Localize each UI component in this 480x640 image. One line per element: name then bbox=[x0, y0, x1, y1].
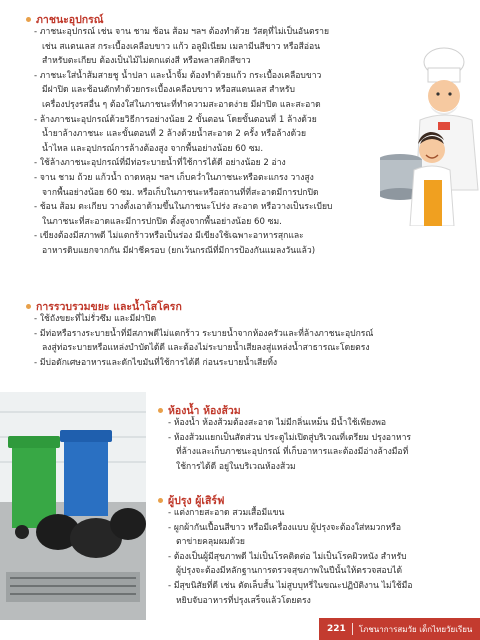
text-line: - มีท่อหรือรางระบายน้ำที่มีสภาพดีไม่แตกร้าว ระบายน้ำจากห้องครัวและที่ล้างภาชนะอุปกรณ์ bbox=[34, 328, 374, 339]
bullet-dot bbox=[158, 498, 163, 503]
text-line: - ห้องส้วมแยกเป็นสัดส่วน ประตูไม่เปิดสู่บริเวณที่เตรียม ปรุงอาหาร bbox=[168, 432, 412, 443]
bullet-dot bbox=[26, 304, 31, 309]
trash-bins-photo bbox=[0, 392, 146, 620]
trash-bins-photo-svg bbox=[0, 392, 146, 620]
text-line: - ภาชนะอุปกรณ์ เช่น จาน ชาม ช้อน ส้อม ฯลฯ ต้องทำด้วย วัสดุที่ไม่เป็นอันตราย bbox=[34, 27, 330, 37]
chef-illustration-svg bbox=[380, 40, 480, 226]
section-title-text: ห้องน้ำ ห้องส้วม bbox=[168, 405, 241, 417]
section-title-text: ภาชนะอุปกรณ์ bbox=[36, 14, 104, 26]
text-line: ในภาชนะที่สะอาดและมีการปกปิด ตั้งสูงจากพื้นอย่างน้อย 60 ซม. bbox=[42, 216, 282, 227]
text-line: - ห้องน้ำ ห้องส้วมต้องสะอาด ไม่มีกลิ่นเหม็น มีน้ำใช้เพียงพอ bbox=[168, 418, 387, 428]
bullet-dot bbox=[158, 408, 163, 413]
text-line: น้ำยาล้างภาชนะ และขั้นตอนที่ 2 ล้างด้วยน้ำสะอาด 2 ครั้ง หรือล้างด้วย bbox=[42, 129, 307, 140]
section-cook-body bbox=[168, 506, 476, 608]
text-line: - ผูกผ้ากันเปื้อนสีขาว หรือมีเครื่องแบบ ผู้ปรุงจะต้องใส่หมวกหรือ bbox=[168, 522, 402, 533]
text-line: ใช้การได้ดี อยู่ในบริเวณห้องส้วม bbox=[176, 461, 296, 472]
page-number: 221 bbox=[327, 624, 346, 634]
bullet-dot bbox=[26, 17, 31, 22]
chef-illustration bbox=[380, 40, 480, 226]
section-title-text: ผู้ปรุง ผู้เสิร์ฟ bbox=[168, 495, 225, 507]
text-line: ลงสู่ท่อระบายหรือแหล่งบำบัดได้ดี และต้องไม่ระบายน้ำเสียลงสู่แหล่งน้ำสาธารณะโดยตรง bbox=[42, 343, 370, 354]
text-line: - มีบ่อดักเศษอาหารและดักไขมันที่ใช้การได้ดี ก่อนระบายน้ำเสียทิ้ง bbox=[34, 357, 278, 368]
text-line: เช่น สแตนเลส กระเบื้องเคลือบขาว แก้ว อลูมิเนียม เมลามีนสีขาว หรือสีอ่อน bbox=[42, 41, 321, 52]
text-line: - ภาชนะใส่น้ำส้มสายชู น้ำปลา และน้ำจิ้ม ต้องทำด้วยแก้ว กระเบื้องเคลือบขาว bbox=[34, 70, 322, 81]
section-waste-body bbox=[34, 312, 474, 370]
text-line: - ใช้ถังขยะที่ไม่รั่วซึม และมีฝาปิด bbox=[34, 314, 157, 324]
text-line: - ต้องเป็นผู้มีสุขภาพดี ไม่เป็นโรคติดต่อ ไม่เป็นโรคผิวหนัง สำหรับ bbox=[168, 551, 407, 562]
text-line: - ล้างภาชนะอุปกรณ์ด้วยวิธีการอย่างน้อย 2 ขั้นตอน โดยขั้นตอนที่ 1 ล้างด้วย bbox=[34, 114, 317, 125]
text-line: ที่ล้างและเก็บภาชนะอุปกรณ์ ที่เก็บอาหารและต้องมีอ่างล้างมือที่ bbox=[176, 447, 409, 458]
text-line: สำหรับตะเกียบ ต้องเป็นไม้ไม่ตกแต่งสี หรือพลาสติกสีขาว bbox=[42, 56, 251, 67]
text-line: - มีสุขนิสัยที่ดี เช่น ตัดเล็บสั้น ไม่สูบบุหรี่ในขณะปฏิบัติงาน ไม่ใช้มือ bbox=[168, 580, 413, 591]
text-line: หยิบจับอาหารที่ปรุงเสร็จแล้วโดยตรง bbox=[176, 595, 311, 606]
text-line: ตาข่ายคลุมผมด้วย bbox=[176, 537, 245, 548]
text-line: - ใช้ล้างภาชนะอุปกรณ์ที่มีท่อระบายน้ำที่ใช้การได้ดี อย่างน้อย 2 อ่าง bbox=[34, 158, 286, 169]
text-line: อาหารดิบแยกจากกัน มีฝาชีครอบ (ยกเว้นกรณีที่มีการป้องกันแมลงวันแล้ว) bbox=[42, 245, 316, 256]
section-ภาชนะ-body bbox=[34, 25, 380, 259]
section-title-text: การรวบรวมขยะ และน้ำโสโครก bbox=[36, 301, 182, 313]
text-line: - เขียงต้องมีสภาพดี ไม่แตกร้าวหรือเป็นร่อง มีเขียงใช้เฉพาะอาหารสุกและ bbox=[34, 231, 304, 242]
text-line: - ช้อน ส้อม ตะเกียบ วางตั้งเอาด้ามขึ้นในภาชนะโปร่ง สะอาด หรือวางเป็นระเบียบ bbox=[34, 202, 333, 213]
text-line: มีฝาปิด และช้อนตักทำด้วยกระเบื้องเคลือบขาว หรือสแตนเลส สำหรับ bbox=[42, 85, 295, 96]
text-line: จากพื้นอย่างน้อย 60 ซม. หรือเก็บในภาชนะหรือสถานที่ที่สะอาดมีการปกปิด bbox=[42, 187, 319, 198]
text-line: เครื่องปรุงรสอื่น ๆ ต้องใส่ในภาชนะที่ทำความสะอาดง่าย มีฝาปิด และสะอาด bbox=[42, 99, 321, 110]
text-line: - จาน ชาม ถ้วย แก้วน้ำ ถาดหลุม ฯลฯ เก็บคว่ำในภาชนะหรือตะแกรง วางสูง bbox=[34, 172, 314, 183]
text-line: ผู้ปรุงจะต้องมีหลักฐานการตรวจสุขภาพในปีนั้นให้ตรวจสอบได้ bbox=[176, 566, 403, 577]
text-line: น้ำไหล และอุปกรณ์การล้างต้องสูง จากพื้นอย่างน้อย 60 ซม. bbox=[42, 143, 264, 154]
footer-title: โภชนาการสมวัย เด็กไทยวัยเรียน bbox=[358, 624, 473, 634]
footer-divider bbox=[352, 623, 353, 635]
text-line: - แต่งกายสะอาด สวมเสื้อมีแขน bbox=[168, 508, 285, 518]
page-footer bbox=[319, 618, 480, 640]
section-toilet-body bbox=[168, 416, 476, 474]
